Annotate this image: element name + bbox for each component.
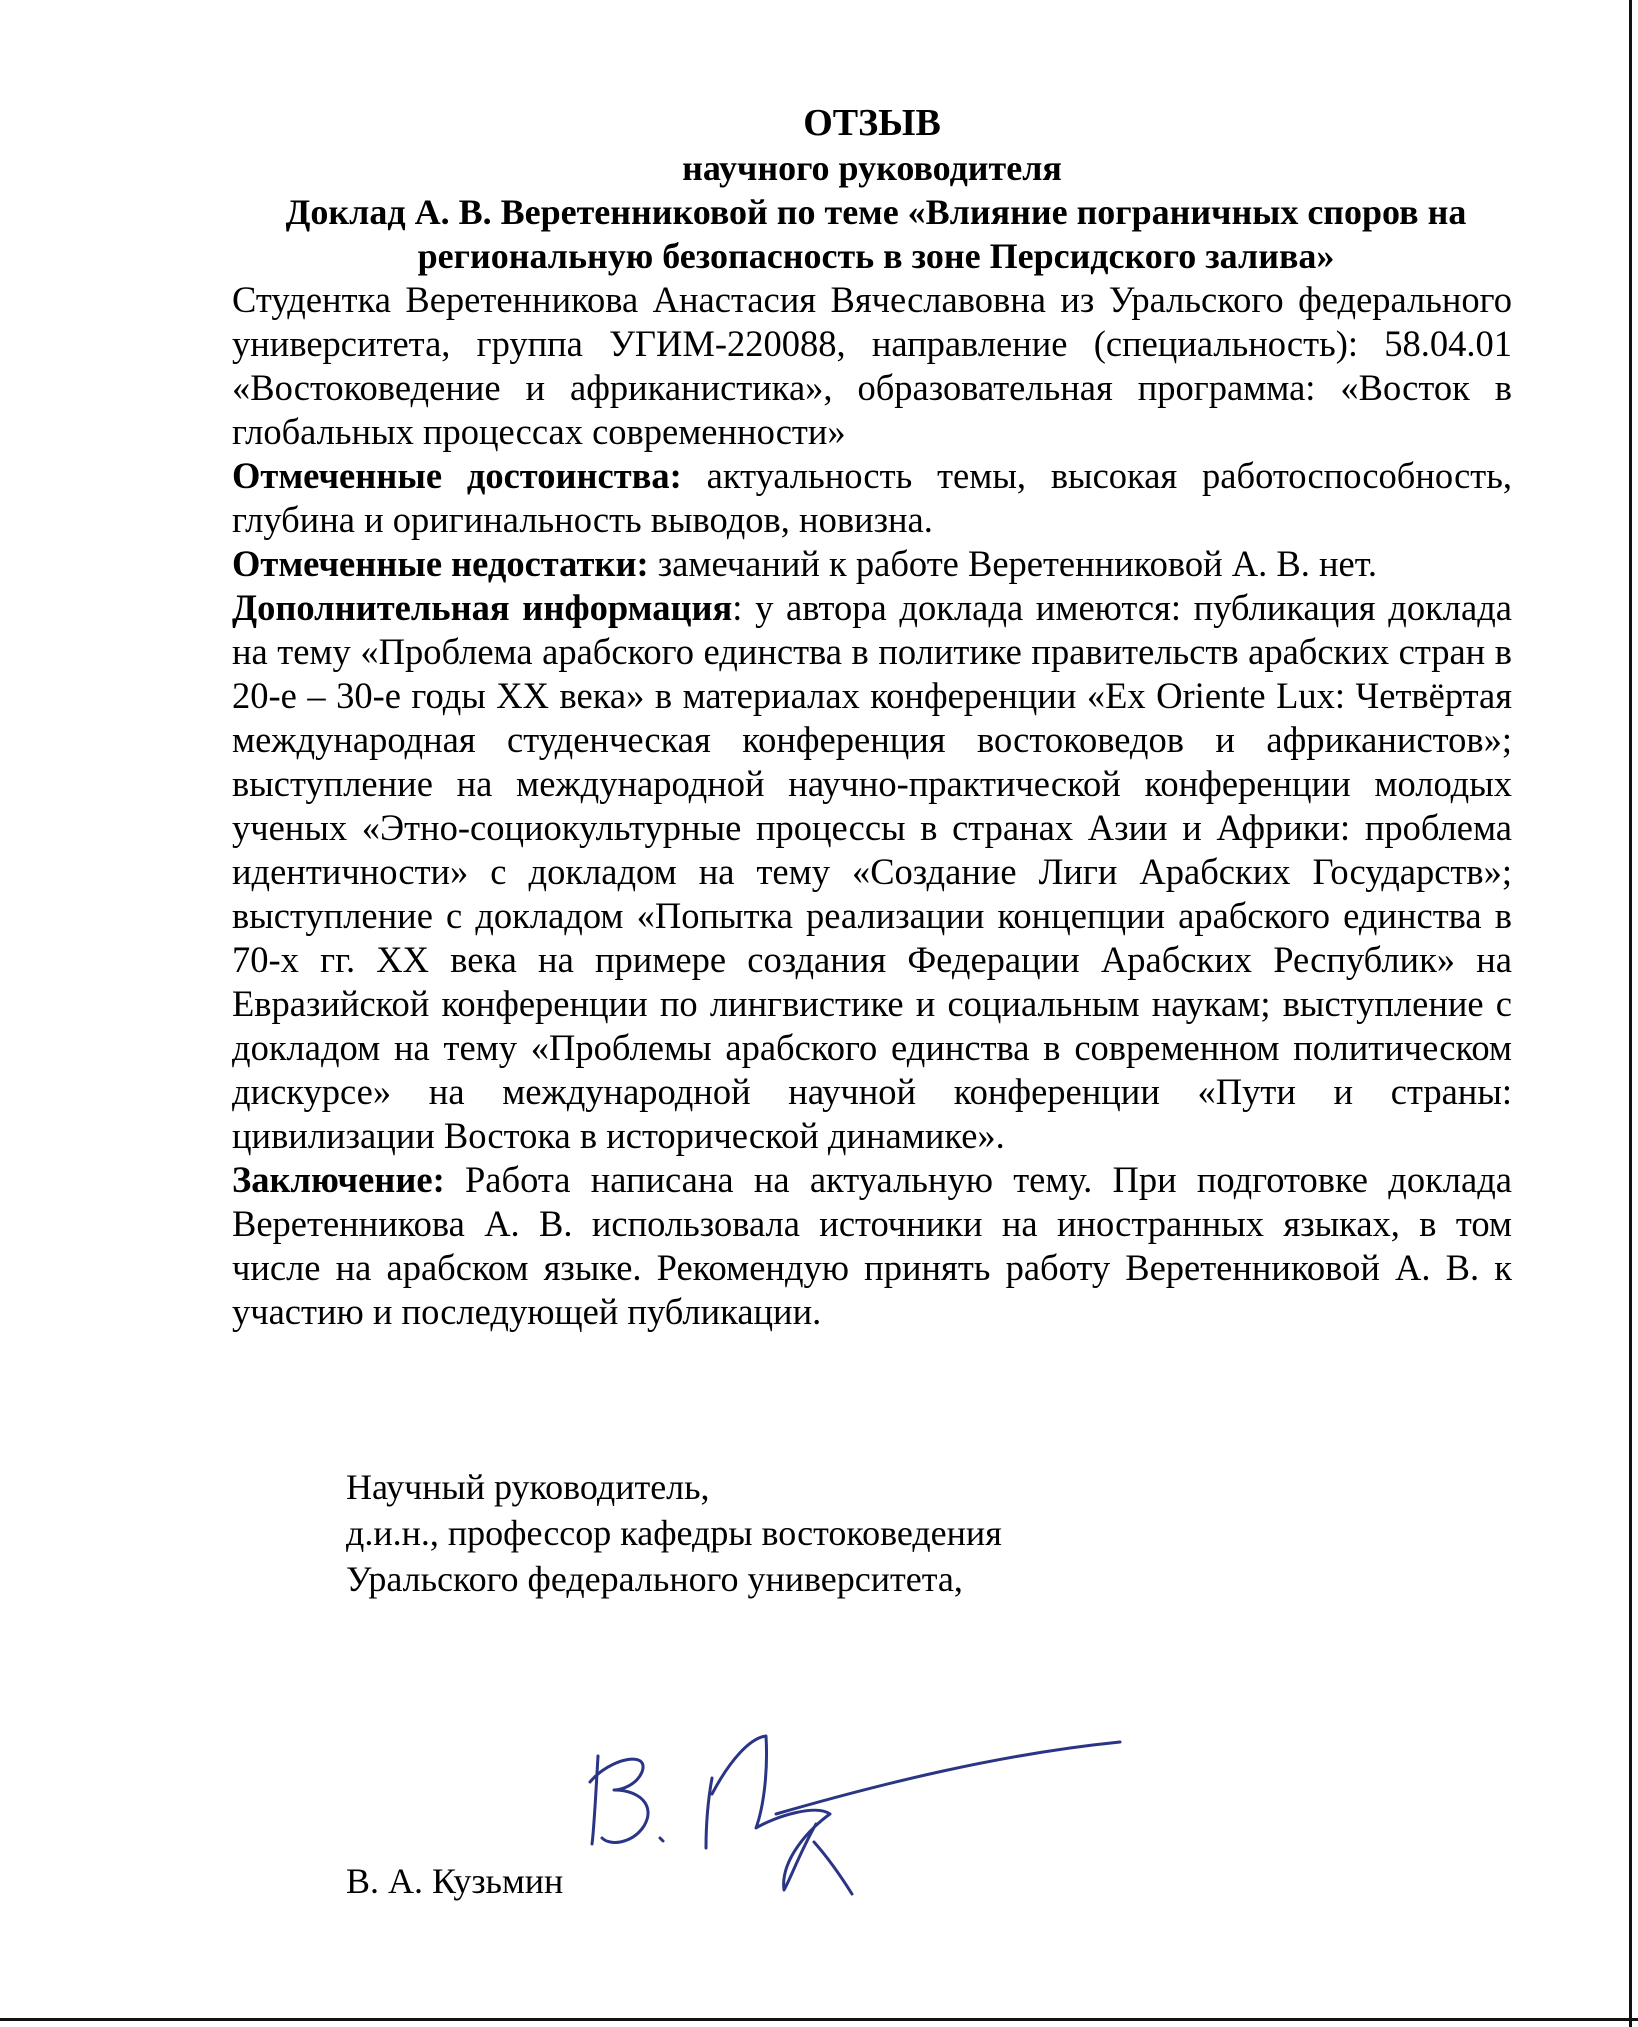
signature-hook: [814, 1842, 852, 1894]
scan-edge-bottom: [0, 2018, 1638, 2021]
conclusion-paragraph: [232, 1158, 1512, 1334]
supervisor-organization: Уральского федерального университета,: [346, 1559, 963, 1599]
flaws-text: замечаний к работе Веретенниковой А. В. нет.: [648, 543, 1378, 584]
report-topic: Доклад А. В. Веретенниковой по теме «Влияние пограничных споров на региональную безопасность в зоне Персидского залива»: [285, 192, 1467, 276]
supervisor-name: В. А. Кузьмин: [346, 1861, 564, 1901]
document-subtitle: научного руководителя: [682, 148, 1062, 188]
signature-stroke-b: [590, 1756, 648, 1844]
flaws-label: Отмеченные недостатки:: [232, 543, 649, 584]
additional-label: Дополнительная информация: [232, 587, 733, 628]
conclusion-text: Работа написана на актуальную тему. При подготовке доклада Веретенникова А. В. использовала источники на иностранных языках, в том числе на арабском языке. Рекомендую принять работу Веретенниковой А. В. к участию и последующей публикации.: [232, 1159, 1512, 1332]
signature-stroke-g: [712, 1736, 830, 1890]
conclusion-label: Заключение:: [232, 1159, 445, 1200]
signature-dot-1: [660, 1838, 663, 1841]
merits-label: Отмеченные достоинства:: [232, 455, 682, 496]
supervisor-degree: д.и.н., профессор кафедры востоковедения: [346, 1513, 1002, 1553]
signature-stroke-v: [706, 1778, 712, 1848]
document-title: ОТЗЫВ: [803, 102, 941, 144]
merits-paragraph: [232, 454, 1512, 542]
additional-text: : у автора доклада имеются: публикация доклада на тему «Проблема арабского единства в политике правительств арабских стран в 20-е – 30-е годы XX века» в материалах конференции «Ex Oriente Lux: Четвёртая международная студенческая конференция востоковедов и африканистов»; выступление на международной научно-практической конференции молодых ученых «Этно-социокультурные процессы в странах Азии и Африки: проблема идентичности» с докладом на тему «Создание Лиги Арабских Государств»; выступление с докладом «Попытка реализации концепции арабского единства в 70-х гг. XX века на примере создания Федерации Арабских Республик» на Евразийской конференции по лингвистике и социальным наукам; выступление с докладом на тему «Проблемы арабского единства в современном политическом дискурсе» на международной научной конференции «Пути и страны: цивилизации Востока в исторической динамике».: [232, 587, 1512, 1156]
handwritten-signature: [580, 1720, 1140, 1920]
signature-tail: [776, 1742, 1120, 1814]
flaws-paragraph: [232, 542, 1512, 586]
supervisor-role: Научный руководитель,: [346, 1467, 710, 1507]
document-body: [232, 100, 1512, 1334]
student-info: Студентка Веретенникова Анастасия Вячеславовна из Уральского федерального университета, группа УГИМ-220088, направление (специальность): 58.04.01 «Востоковедение и африканистика», образовательная программа: «Восток в глобальных процессах современности»: [232, 279, 1512, 452]
additional-paragraph: [232, 586, 1512, 1158]
signature-block: [346, 1464, 1002, 1602]
merits-text: актуальность темы, высокая работоспособность, глубина и оригинальность выводов, новизна.: [232, 455, 1512, 540]
scan-edge-right: [1629, 0, 1632, 2027]
